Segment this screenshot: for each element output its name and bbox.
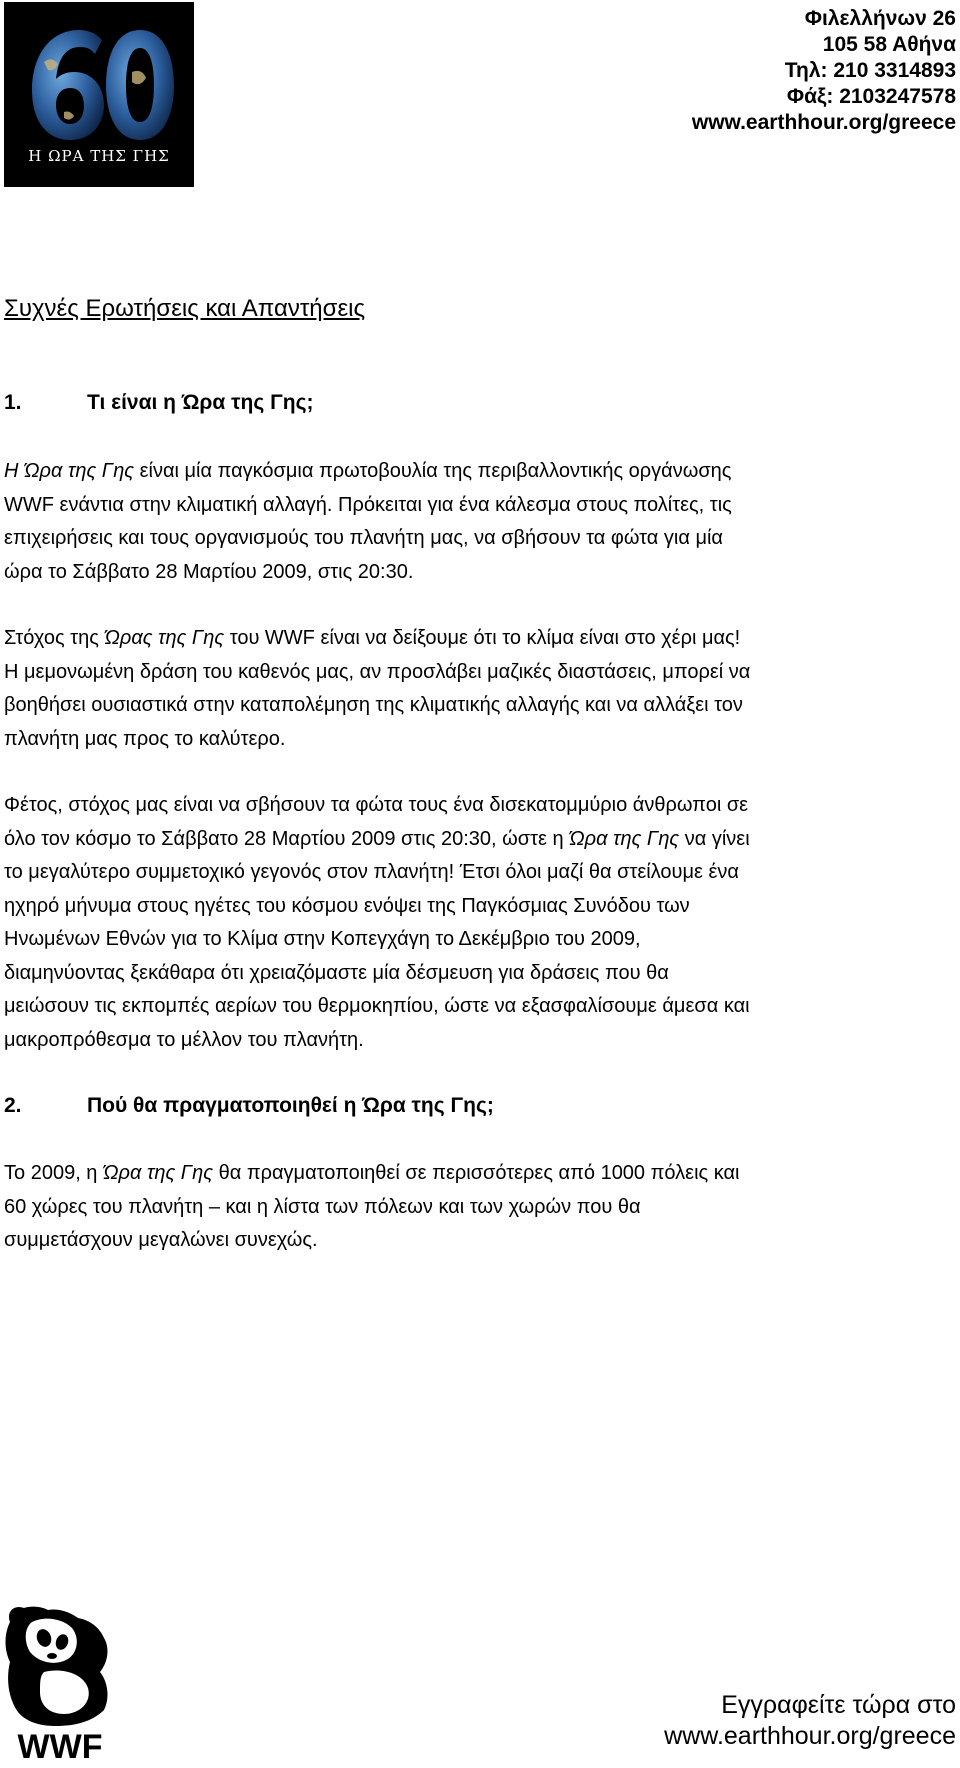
question-1-text: Τι είναι η Ώρα της Γης;	[87, 391, 314, 414]
p1-line-1	[4, 455, 959, 489]
p4-line-3: συμμετάσχουν μεγαλώνει συνεχώς.	[4, 1229, 318, 1251]
earth-hour-60-logo	[4, 2, 194, 187]
p3-line-7: μειώσουν τις εκπομπές αερίων του θερμοκηπίου, ώστε να εξασφαλίσουμε άμεσα και	[4, 995, 750, 1017]
p3-line-1: Φέτος, στόχος μας είναι να σβήσουν τα φώτα τους ένα δισεκατομμύριο άνθρωποι σε	[4, 794, 749, 816]
footer-call-to-action	[664, 1690, 956, 1752]
p2-line-1-b: του WWF είναι να δείξουμε ότι το κλίμα είναι στο χέρι μας!	[224, 627, 741, 649]
p4-line-1-b: θα πραγματοποιηθεί σε περισσότερες από 1000 πόλεις και	[213, 1162, 740, 1184]
p4-line-1	[4, 1157, 959, 1191]
contact-website: www.earthhour.org/greece	[691, 111, 956, 134]
question-1-number: 1.	[4, 391, 22, 414]
p2-emphasis: Ώρας της Γης	[104, 627, 225, 649]
answer-1-paragraph-2	[4, 622, 959, 756]
p4-line-2: 60 χώρες του πλανήτη – και η λίστα των πόλεων και των χωρών που θα	[4, 1195, 641, 1218]
footer-line-1: Εγγραφείτε τώρα στο	[721, 1691, 956, 1719]
p2-line-1-a: Στόχος της	[4, 627, 105, 649]
p1-emphasis: Η Ώρα της Γης	[4, 460, 135, 482]
p1-line-2: WWF ενάντια στην κλιματική αλλαγή. Πρόκειται για ένα κάλεσμα στους πολίτες, τις	[4, 493, 732, 516]
p3-line-6: διαμηνύοντας ξεκάθαρα ότι χρειαζόμαστε μία δέσμευση για δράσεις που θα	[4, 961, 669, 984]
contact-info	[692, 6, 956, 136]
question-2-text: Πού θα πραγματοποιηθεί η Ώρα της Γης;	[87, 1094, 494, 1117]
contact-fax: Φάξ: 2103247578	[786, 85, 956, 108]
logo-caption: Η ΩΡΑ ΤΗΣ ΓΗΣ	[28, 147, 170, 165]
p2-line-1	[4, 622, 959, 656]
contact-street: Φιλελλήνων 26	[804, 7, 956, 30]
question-2-number: 2.	[4, 1094, 22, 1117]
p1-line-4: ώρα το Σάββατο 28 Μαρτίου 2009, στις 20:30.	[4, 560, 414, 583]
p3-line-8: μακροπρόθεσμα το μέλλον του πλανήτη.	[4, 1028, 364, 1051]
wwf-logo-text: WWF	[17, 1728, 103, 1763]
p3-line-2-a: όλο τον κόσμο το Σάββατο 28 Μαρτίου 2009 στις 20:30, ώστε η	[4, 827, 570, 850]
answer-1-paragraph-3	[4, 789, 959, 1057]
panda-icon	[4, 1598, 116, 1763]
p4-line-1-a: Το 2009, η	[4, 1162, 103, 1184]
p3-line-4: ηχηρό μήνυμα στους ηγέτες του κόσμου ενόψει της Παγκόσμιας Συνόδου των	[4, 894, 690, 917]
p1-line-1-rest: είναι μία παγκόσμια πρωτοβουλία της περιβαλλοντικής οργάνωσης	[134, 460, 732, 482]
p2-line-4: πλανήτη μας προς το καλύτερο.	[4, 727, 286, 750]
answer-1-paragraph-1	[4, 455, 959, 589]
contact-postcode: 105 58 Αθήνα	[822, 33, 956, 56]
question-2	[4, 1092, 494, 1120]
question-1	[4, 389, 314, 417]
p3-emphasis: Ώρα της Γης	[569, 827, 680, 850]
p2-line-3: βοηθήσει ουσιαστικά στην καταπολέμηση της κλιματικής αλλαγής και να αλλάξει τον	[4, 694, 743, 716]
p4-emphasis: Ώρα της Γης	[102, 1162, 214, 1184]
answer-2-paragraph	[4, 1157, 959, 1258]
footer-website-link[interactable]: www.earthhour.org/greece	[664, 1722, 956, 1750]
p3-line-2-b: να γίνει	[679, 827, 750, 850]
p3-line-5: Ηνωμένων Εθνών για το Κλίμα στην Κοπεγχάγη το Δεκέμβριο του 2009,	[4, 928, 641, 950]
p3-line-3: το μεγαλύτερο συμμετοχικό γεγονός στον πλανήτη! Έτσι όλοι μαζί θα στείλουμε ένα	[4, 861, 739, 883]
faq-title: Συχνές Ερωτήσεις και Απαντήσεις	[4, 295, 366, 322]
contact-phone: Τηλ: 210 3314893	[784, 59, 956, 82]
p2-line-2: Η μεμονωμένη δράση του καθενός μας, αν προσλάβει μαζικές διαστάσεις, μπορεί να	[4, 660, 751, 683]
p3-line-2	[4, 823, 959, 857]
wwf-panda-logo	[4, 1598, 116, 1763]
p1-line-3: επιχειρήσεις και τους οργανισμούς του πλανήτη μας, να σβήσουν τα φώτα για μία	[4, 527, 723, 549]
